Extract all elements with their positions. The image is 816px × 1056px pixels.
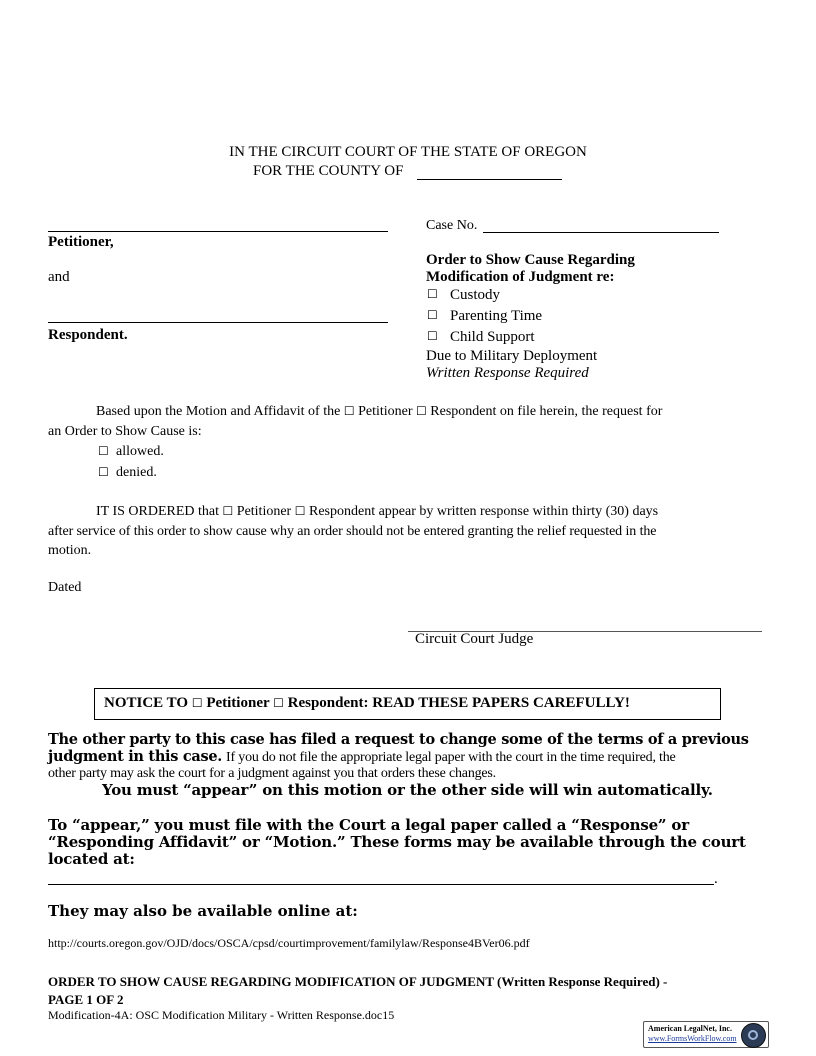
logo-website[interactable]: www.FormsWorkFlow.com: [648, 1034, 737, 1043]
location-period: .: [714, 871, 718, 887]
paragraph2-line2: after service of this order to show cause why an order should not be entered granting the relief requested in the: [48, 524, 657, 539]
parenting-time-checkbox[interactable]: ☐: [427, 308, 438, 322]
order-title-line2: Modification of Judgment re:: [426, 269, 615, 285]
custody-label: Custody: [450, 287, 501, 303]
dated-label: Dated: [48, 580, 82, 595]
notice-para1-bold-part: judgment in this case.: [48, 748, 223, 765]
notice-prefix: NOTICE TO: [104, 695, 189, 711]
court-name-line: [0, 144, 816, 161]
p2-petitioner-label: Petitioner: [236, 504, 292, 519]
paragraph2-line3: motion.: [48, 543, 92, 558]
notice-para1-line3: other party may ask the court for a judgment against you that orders these changes.: [48, 766, 496, 781]
notice-respondent-checkbox[interactable]: ☐: [273, 696, 284, 710]
p2-petitioner-checkbox[interactable]: ☐: [222, 504, 234, 518]
paragraph1-line2: an Order to Show Cause is:: [48, 424, 202, 439]
notice-para1-rest: If you do not file the appropriate legal paper with the court in the time required, the: [226, 750, 676, 765]
and-label: and: [48, 269, 70, 285]
petitioner-label: Petitioner,: [48, 234, 114, 250]
denied-label: denied.: [116, 465, 157, 480]
p2-respondent-label: Respondent appear by written response within thirty (30) days: [308, 504, 659, 519]
notice-para2-line2: “Responding Affidavit” or “Motion.” These forms may be available through the court: [48, 833, 746, 851]
p1-petitioner-checkbox[interactable]: ☐: [343, 404, 355, 418]
appear-warning: You must “appear” on this motion or the other side will win automatically.: [102, 781, 713, 799]
county-label: FOR THE COUNTY OF: [253, 163, 404, 179]
custody-checkbox[interactable]: ☐: [427, 287, 438, 301]
logo-seal-icon: [741, 1023, 766, 1048]
order-title-line1: Order to Show Cause Regarding: [426, 252, 635, 268]
county-blank[interactable]: [417, 179, 562, 180]
p1-petitioner-label: Petitioner: [358, 404, 413, 419]
notice-para2-line1: To “appear,” you must file with the Court a legal paper called a “Response” or: [48, 816, 689, 834]
p2-prefix: IT IS ORDERED that: [96, 504, 220, 519]
logo-company-name: American LegalNet, Inc.: [648, 1024, 732, 1033]
p1-respondent-label: Respondent on file herein, the request for: [430, 404, 663, 419]
footer-title-line2: PAGE 1 OF 2: [48, 992, 124, 1007]
footer-title-line1: ORDER TO SHOW CAUSE REGARDING MODIFICATION OF JUDGMENT (Written Response Required) -: [48, 974, 668, 989]
footer-file-name: Modification-4A: OSC Modification Military - Written Response.doc15: [48, 1008, 395, 1022]
case-no-label: Case No.: [426, 218, 478, 233]
case-no-blank[interactable]: [483, 232, 719, 233]
child-support-label: Child Support: [450, 329, 535, 345]
court-location-blank[interactable]: [48, 884, 714, 885]
paragraph2-line1: [96, 504, 658, 520]
deployment-label: Due to Military Deployment: [426, 348, 598, 364]
notice-para2-line3: located at:: [48, 850, 135, 868]
paragraph1-line1: [96, 404, 662, 420]
petitioner-name-blank[interactable]: [48, 231, 388, 232]
forms-url[interactable]: http://courts.oregon.gov/OJD/docs/OSCA/cpsd/courtimprovement/familylaw/Response4BVer06.pdf: [48, 936, 530, 950]
parenting-time-label: Parenting Time: [450, 308, 543, 324]
p2-respondent-checkbox[interactable]: ☐: [294, 504, 306, 518]
respondent-name-blank[interactable]: [48, 322, 388, 323]
allowed-label: allowed.: [116, 444, 164, 459]
american-legalnet-logo[interactable]: [643, 1021, 769, 1048]
notice-para1-line2: [48, 748, 676, 766]
denied-checkbox[interactable]: ☐: [98, 465, 109, 479]
online-label: They may also be available online at:: [48, 902, 358, 920]
notice-suffix: Respondent: READ THESE PAPERS CAREFULLY!: [287, 695, 630, 711]
p1-respondent-checkbox[interactable]: ☐: [416, 404, 427, 418]
response-required-label: Written Response Required: [426, 365, 589, 381]
notice-box: [94, 688, 721, 720]
child-support-checkbox[interactable]: ☐: [427, 329, 438, 343]
notice-para1-line1: The other party to this case has filed a request to change some of the terms of a previous: [48, 731, 749, 748]
notice-petitioner-checkbox[interactable]: ☐: [191, 696, 203, 710]
county-line: [253, 163, 403, 180]
p1-prefix: Based upon the Motion and Affidavit of the: [96, 404, 341, 419]
notice-petitioner-label: Petitioner: [206, 695, 270, 711]
judge-label: Circuit Court Judge: [415, 631, 534, 647]
court-name: IN THE CIRCUIT COURT OF THE STATE OF OREGON: [229, 144, 587, 160]
notice-heading: [104, 695, 630, 712]
allowed-checkbox[interactable]: ☐: [98, 444, 109, 458]
respondent-label: Respondent.: [48, 327, 128, 343]
